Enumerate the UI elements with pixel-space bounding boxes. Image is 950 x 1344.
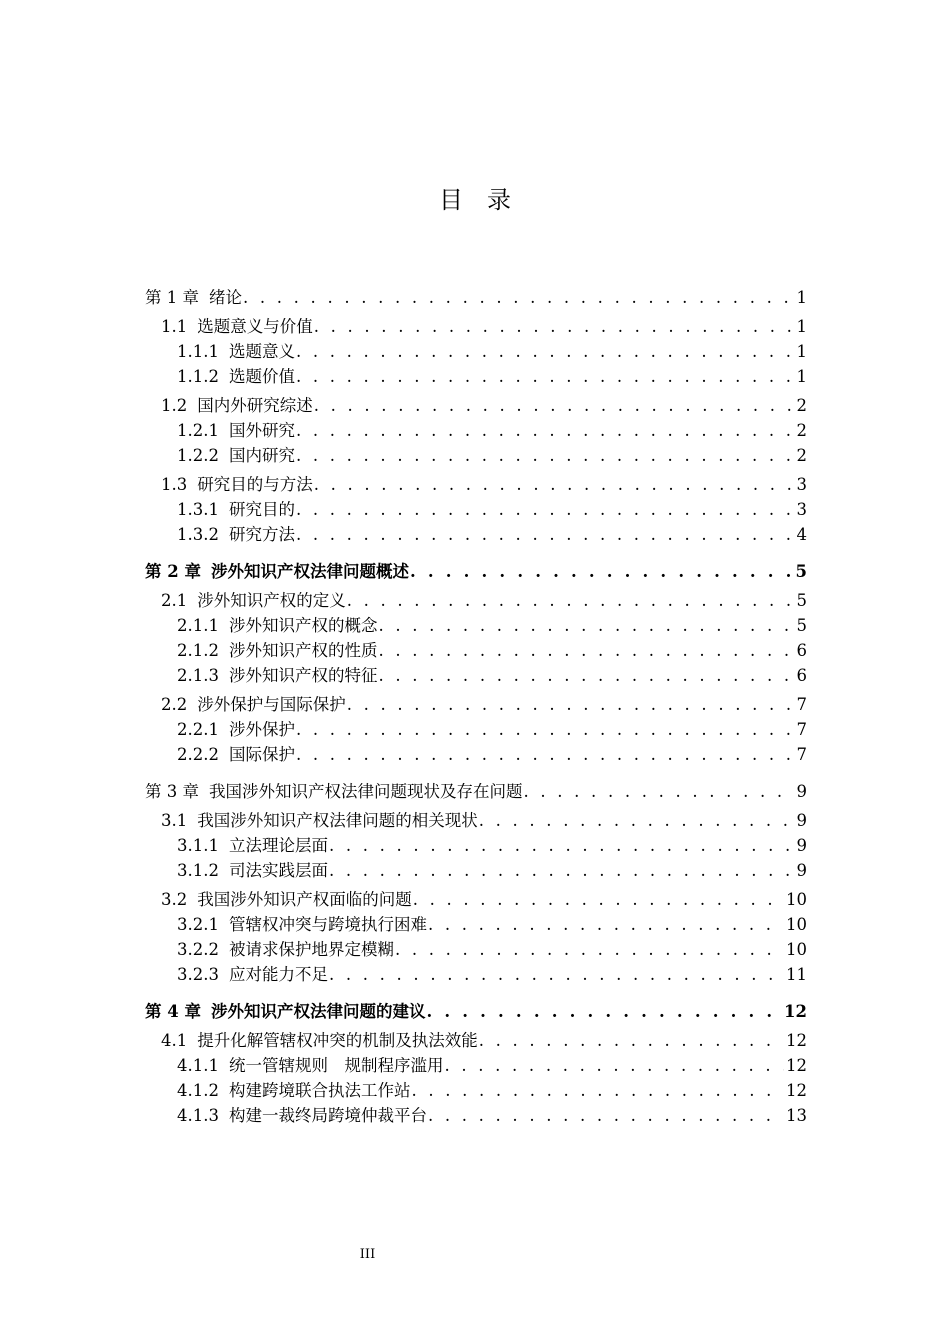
- toc-entry-title: 研究目的与方法: [197, 475, 313, 494]
- toc-entry-title: 统一管辖规则 规制程序滥用: [228, 1056, 444, 1075]
- toc-dot-leader: [296, 524, 795, 546]
- table-of-contents: [145, 287, 807, 1127]
- toc-entry-number: 2.1.3: [177, 666, 219, 685]
- toc-entry-title: 司法实践层面: [228, 861, 328, 880]
- toc-dot-leader: [243, 287, 795, 309]
- toc-entry-number: 1.2.1: [177, 421, 219, 440]
- toc-dot-leader: [314, 474, 795, 496]
- toc-entry-label: [177, 341, 295, 363]
- toc-entry-page-number: 2: [796, 446, 807, 465]
- toc-entry-page-number: 12: [786, 1031, 807, 1050]
- toc-entry-number: 4.1.3: [177, 1106, 219, 1125]
- toc-entry-level2[interactable]: [145, 889, 807, 911]
- toc-entry-page-number: 9: [796, 811, 807, 830]
- toc-entry-level3[interactable]: [145, 860, 807, 882]
- toc-entry-title: 我国涉外知识产权法律问题的相关现状: [197, 811, 478, 830]
- toc-entry-page-number: 12: [784, 1002, 807, 1021]
- toc-entry-label: [177, 914, 427, 936]
- toc-entry-level2[interactable]: [145, 590, 807, 612]
- toc-dot-leader: [378, 615, 794, 637]
- toc-entry-level1[interactable]: [145, 561, 807, 583]
- toc-entry-title: 国外研究: [228, 421, 295, 440]
- toc-entry-page-number: 6: [796, 641, 807, 660]
- toc-entry-page-number: 12: [786, 1081, 807, 1100]
- toc-entry-page-number: 9: [796, 836, 807, 855]
- toc-dot-leader: [395, 939, 784, 961]
- toc-entry-number: 4.1.1: [177, 1056, 219, 1075]
- toc-entry-title: 涉外知识产权的定义: [197, 591, 346, 610]
- toc-entry-page-number: 4: [796, 525, 807, 544]
- toc-entry-title: 提升化解管辖权冲突的机制及执法效能: [197, 1031, 478, 1050]
- toc-entry-level3[interactable]: [145, 445, 807, 467]
- toc-entry-page-number: 2: [796, 396, 807, 415]
- toc-entry-number: 第 3 章: [145, 782, 199, 801]
- toc-entry-label: [177, 1080, 410, 1102]
- toc-dot-leader: [296, 341, 795, 363]
- toc-entry-number: 2.1.1: [177, 616, 219, 635]
- toc-entry-page-number: 7: [796, 695, 807, 714]
- toc-entry-page-number: 11: [786, 965, 807, 984]
- toc-entry-page-number: 6: [796, 666, 807, 685]
- toc-dot-leader: [329, 835, 795, 857]
- toc-entry-label: [177, 744, 295, 766]
- toc-entry-label: [177, 420, 295, 442]
- toc-entry-page-number: 5: [796, 591, 807, 610]
- toc-dot-leader: [296, 499, 795, 521]
- toc-entry-label: [161, 395, 313, 417]
- toc-entry-number: 1.3: [161, 475, 188, 494]
- toc-entry-title: 国内研究: [228, 446, 295, 465]
- toc-dot-leader: [411, 1080, 784, 1102]
- toc-entry-level3[interactable]: [145, 499, 807, 521]
- toc-entry-label: [177, 860, 328, 882]
- toc-entry-title: 涉外保护与国际保护: [197, 695, 346, 714]
- toc-entry-title: 涉外知识产权的性质: [228, 641, 378, 660]
- toc-entry-page-number: 9: [796, 861, 807, 880]
- toc-dot-leader: [296, 719, 795, 741]
- toc-entry-level2[interactable]: [145, 316, 807, 338]
- toc-entry-page-number: 7: [796, 745, 807, 764]
- toc-entry-number: 1.2: [161, 396, 188, 415]
- toc-entry-number: 1.1.2: [177, 367, 219, 386]
- toc-entry-title: 涉外知识产权法律问题的建议: [210, 1002, 426, 1021]
- toc-entry-level3[interactable]: [145, 341, 807, 363]
- toc-entry-label: [161, 590, 346, 612]
- toc-entry-label: [177, 499, 295, 521]
- toc-entry-page-number: 10: [786, 940, 807, 959]
- toc-entry-number: 4.1: [161, 1031, 188, 1050]
- toc-entry-level3[interactable]: [145, 524, 807, 546]
- toc-entry-page-number: 10: [786, 915, 807, 934]
- toc-dot-leader: [329, 860, 795, 882]
- toc-entry-page-number: 1: [796, 367, 807, 386]
- toc-entry-label: [177, 964, 328, 986]
- toc-entry-number: 1.2.2: [177, 446, 219, 465]
- toc-entry-title: 涉外保护: [228, 720, 295, 739]
- toc-entry-number: 3.1.2: [177, 861, 219, 880]
- toc-entry-title: 管辖权冲突与跨境执行困难: [228, 915, 427, 934]
- toc-dot-leader: [296, 744, 795, 766]
- toc-entry-title: 涉外知识产权的概念: [228, 616, 378, 635]
- toc-entry-title: 构建跨境联合执法工作站: [228, 1081, 411, 1100]
- toc-entry-page-number: 12: [786, 1056, 807, 1075]
- toc-entry-label: [145, 287, 242, 309]
- toc-entry-number: 1.3.1: [177, 500, 219, 519]
- toc-entry-number: 3.2.3: [177, 965, 219, 984]
- toc-entry-level1[interactable]: [145, 781, 807, 803]
- toc-entry-label: [161, 474, 313, 496]
- toc-entry-label: [161, 694, 346, 716]
- toc-entry-page-number: 1: [796, 317, 807, 336]
- toc-entry-page-number: 3: [796, 500, 807, 519]
- toc-entry-number: 第 1 章: [145, 288, 199, 307]
- toc-entry-level1[interactable]: [145, 1001, 807, 1023]
- toc-entry-label: [177, 665, 377, 687]
- toc-entry-page-number: 2: [796, 421, 807, 440]
- toc-entry-page-number: 1: [796, 342, 807, 361]
- toc-entry-number: 4.1.2: [177, 1081, 219, 1100]
- toc-dot-leader: [296, 366, 795, 388]
- toc-entry-level3[interactable]: [145, 615, 807, 637]
- toc-entry-title: 涉外知识产权的特征: [228, 666, 378, 685]
- toc-entry-number: 3.1: [161, 811, 188, 830]
- page-footer-number: III: [359, 1247, 376, 1262]
- toc-entry-label: [177, 835, 328, 857]
- toc-entry-label: [161, 1030, 478, 1052]
- toc-entry-label: [177, 939, 394, 961]
- toc-entry-level3[interactable]: [145, 964, 807, 986]
- toc-entry-title: 研究方法: [228, 525, 295, 544]
- toc-dot-leader: [426, 1001, 782, 1023]
- toc-dot-leader: [444, 1055, 784, 1077]
- toc-entry-title: 选题价值: [228, 367, 295, 386]
- toc-entry-level2[interactable]: [145, 474, 807, 496]
- toc-entry-level3[interactable]: [145, 914, 807, 936]
- toc-entry-number: 3.1.1: [177, 836, 219, 855]
- toc-entry-page-number: 1: [796, 288, 807, 307]
- toc-entry-level3[interactable]: [145, 835, 807, 857]
- toc-dot-leader: [378, 640, 794, 662]
- toc-entry-number: 1.1: [161, 317, 188, 336]
- toc-entry-label: [161, 810, 478, 832]
- toc-entry-level1[interactable]: [145, 287, 807, 309]
- toc-entry-number: 2.2: [161, 695, 188, 714]
- toc-entry-number: 第 4 章: [145, 1002, 201, 1021]
- toc-entry-number: 3.2.1: [177, 915, 219, 934]
- toc-entry-level3[interactable]: [145, 1055, 807, 1077]
- toc-entry-label: [161, 889, 412, 911]
- toc-entry-number: 2.1: [161, 591, 188, 610]
- toc-dot-leader: [428, 914, 784, 936]
- toc-dot-leader: [347, 590, 795, 612]
- toc-entry-level3[interactable]: [145, 719, 807, 741]
- toc-entry-label: [177, 615, 377, 637]
- toc-entry-level3[interactable]: [145, 640, 807, 662]
- toc-entry-level3[interactable]: [145, 366, 807, 388]
- toc-dot-leader: [329, 964, 784, 986]
- toc-entry-page-number: 5: [795, 562, 807, 581]
- toc-entry-title: 研究目的: [228, 500, 295, 519]
- toc-entry-level2[interactable]: [145, 1030, 807, 1052]
- toc-entry-label: [177, 640, 377, 662]
- toc-entry-level2[interactable]: [145, 810, 807, 832]
- toc-entry-title: 立法理论层面: [228, 836, 328, 855]
- toc-entry-number: 3.2: [161, 890, 188, 909]
- toc-dot-leader: [296, 420, 795, 442]
- toc-entry-label: [177, 1055, 443, 1077]
- toc-entry-title: 选题意义: [228, 342, 295, 361]
- toc-entry-label: [145, 781, 523, 803]
- toc-entry-page-number: 5: [796, 616, 807, 635]
- toc-dot-leader: [347, 694, 795, 716]
- toc-entry-page-number: 10: [786, 890, 807, 909]
- toc-entry-title: 我国涉外知识产权法律问题现状及存在问题: [209, 782, 523, 801]
- toc-entry-level3[interactable]: [145, 939, 807, 961]
- toc-entry-number: 第 2 章: [145, 562, 201, 581]
- toc-dot-leader: [413, 889, 784, 911]
- page-title: 目 录: [439, 186, 511, 214]
- toc-entry-number: 1.1.1: [177, 342, 219, 361]
- toc-dot-leader: [428, 1105, 784, 1127]
- toc-entry-label: [161, 316, 313, 338]
- toc-entry-page-number: 3: [796, 475, 807, 494]
- toc-entry-level3[interactable]: [145, 744, 807, 766]
- toc-entry-number: 3.2.2: [177, 940, 219, 959]
- toc-dot-leader: [479, 810, 795, 832]
- toc-entry-level3[interactable]: [145, 665, 807, 687]
- toc-entry-number: 2.1.2: [177, 641, 219, 660]
- toc-dot-leader: [296, 445, 795, 467]
- toc-entry-label: [177, 366, 295, 388]
- toc-entry-title: 绪论: [209, 288, 242, 307]
- toc-entry-title: 国内外研究综述: [197, 396, 313, 415]
- toc-entry-title: 我国涉外知识产权面临的问题: [197, 890, 412, 909]
- toc-entry-label: [177, 1105, 427, 1127]
- toc-dot-leader: [410, 561, 794, 583]
- toc-entry-title: 涉外知识产权法律问题概述: [210, 562, 409, 581]
- toc-entry-level2[interactable]: [145, 694, 807, 716]
- toc-entry-label: [145, 561, 409, 583]
- toc-entry-number: 1.3.2: [177, 525, 219, 544]
- toc-dot-leader: [524, 781, 795, 803]
- toc-dot-leader: [378, 665, 794, 687]
- toc-entry-label: [177, 719, 295, 741]
- toc-entry-label: [145, 1001, 425, 1023]
- toc-entry-level2[interactable]: [145, 395, 807, 417]
- toc-entry-label: [177, 445, 295, 467]
- toc-entry-title: 被请求保护地界定模糊: [228, 940, 394, 959]
- toc-entry-title: 构建一裁终局跨境仲裁平台: [228, 1106, 427, 1125]
- toc-entry-title: 国际保护: [228, 745, 295, 764]
- toc-entry-level3[interactable]: [145, 1080, 807, 1102]
- toc-entry-page-number: 13: [786, 1106, 807, 1125]
- toc-entry-title: 选题意义与价值: [197, 317, 313, 336]
- toc-entry-page-number: 7: [796, 720, 807, 739]
- toc-entry-level3[interactable]: [145, 420, 807, 442]
- toc-entry-number: 2.2.2: [177, 745, 219, 764]
- toc-entry-level3[interactable]: [145, 1105, 807, 1127]
- toc-dot-leader: [314, 395, 795, 417]
- toc-entry-title: 应对能力不足: [228, 965, 328, 984]
- toc-entry-number: 2.2.1: [177, 720, 219, 739]
- toc-dot-leader: [314, 316, 795, 338]
- toc-entry-label: [177, 524, 295, 546]
- toc-entry-page-number: 9: [796, 782, 807, 801]
- toc-dot-leader: [479, 1030, 784, 1052]
